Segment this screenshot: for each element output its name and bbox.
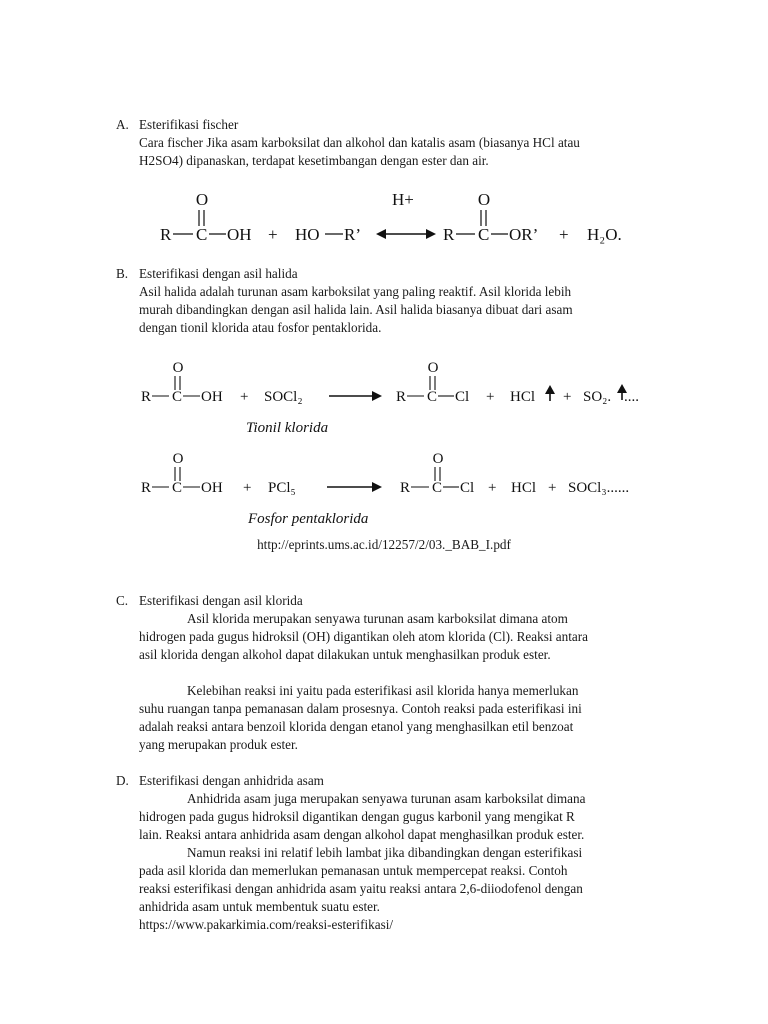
section-b-title: Esterifikasi dengan asil halida <box>139 266 298 281</box>
fischer-reaction-equation <box>0 184 768 254</box>
catalyst-label: H+ <box>392 190 414 209</box>
r2-product-r: R <box>400 480 411 496</box>
alcohol-r-prime: R’ <box>344 225 361 244</box>
r1-product-oxygen: O <box>427 360 439 376</box>
r1-reactant-r: R <box>141 389 152 405</box>
r2-product-c: C <box>432 480 443 496</box>
product-c: C <box>478 225 490 244</box>
r1-plus-2: + <box>486 389 495 405</box>
r1-reactant-oh: OH <box>201 389 223 405</box>
r1-product-r: R <box>396 389 407 405</box>
section-b-line-1: Asil halida adalah turunan asam karboksilat yang paling reaktif. Asil klorida lebih <box>139 284 572 299</box>
r2-product-cl: Cl <box>460 480 475 496</box>
product-r: R <box>443 225 455 244</box>
section-c-para1-line-2: hidrogen pada gugus hidroksil (OH) digantikan oleh atom klorida (Cl). Reaksi antara <box>139 629 588 644</box>
r1-forward-arrow-icon <box>329 391 382 401</box>
section-d-para2-line-4: anhidrida asam untuk membentuk suatu ester. <box>139 899 380 914</box>
section-c-para2-line-3: adalah reaksi antara benzoil klorida dengan etanol yang menghasilkan etil benzoat <box>139 719 574 734</box>
section-c-para1-line-3: asil klorida dengan alkohol dapat dilakukan untuk menghasilkan produk ester. <box>139 647 551 662</box>
section-d-letter: D. <box>116 773 129 788</box>
plus-sign: + <box>268 225 278 244</box>
section-c-letter: C. <box>116 593 129 608</box>
r2-plus: + <box>243 480 252 496</box>
section-c-para1-line-1: Asil klorida merupakan senyawa turunan asam karboksilat dimana atom <box>187 611 568 626</box>
section-b-line-2: murah dibandingkan dengan asil halida lain. Asil halida biasanya dibuat dari asam <box>139 302 573 317</box>
section-c-para2-line-1: Kelebihan reaksi ini yaitu pada esterifikasi asil klorida hanya memerlukan <box>187 683 579 698</box>
r2-plus-2: + <box>488 480 497 496</box>
r1-hcl: HCl <box>510 389 536 405</box>
section-c-para2-line-4: yang merupakan produk ester. <box>139 737 298 752</box>
section-b-line-3: dengan tionil klorida atau fosfor pentaklorida. <box>139 320 382 335</box>
r2-hcl: HCl <box>511 480 537 496</box>
gas-up-arrow-icon <box>545 385 555 401</box>
r1-product-c: C <box>427 389 438 405</box>
reactant-c: C <box>196 225 208 244</box>
carbonyl-oxygen-2: O <box>477 190 491 209</box>
reactant-oh: OH <box>227 225 252 244</box>
alcohol-ho: HO <box>295 225 320 244</box>
r2-reagent: PCl₅ <box>268 480 296 496</box>
r2-reactant-c: C <box>172 480 183 496</box>
r2-caption: Fosfor pentaklorida <box>248 511 369 527</box>
section-d-title: Esterifikasi dengan anhidrida asam <box>139 773 324 788</box>
section-a-title: Esterifikasi fischer <box>139 117 239 132</box>
r2-reactant-r: R <box>141 480 152 496</box>
section-c-title: Esterifikasi dengan asil klorida <box>139 593 303 608</box>
reactant-r: R <box>160 225 172 244</box>
plus-sign-2: + <box>559 225 569 244</box>
r1-carbonyl-oxygen: O <box>172 360 184 376</box>
r2-plus-3: + <box>548 480 557 496</box>
r2-socl3: SOCl₃...... <box>568 480 630 496</box>
r1-plus-3: + <box>563 389 572 405</box>
r1-reagent: SOCl₂ <box>264 389 303 405</box>
r1-caption: Tionil klorida <box>246 420 329 436</box>
equilibrium-arrow-icon <box>376 229 436 239</box>
r1-so2: SO₂. <box>583 389 612 405</box>
section-d-para1-line-3: lain. Reaksi antara anhidrida asam dengan alkohol dapat menghasilkan produk ester. <box>139 827 585 842</box>
r1-product-cl: Cl <box>455 389 470 405</box>
section-a-line-2: H2SO4) dipanaskan, terdapat kesetimbangan dengan ester dan air. <box>139 153 489 168</box>
r2-product-oxygen: O <box>432 451 444 467</box>
water: H₂O. <box>587 225 622 244</box>
r1-dots: .... <box>624 389 639 405</box>
section-d-para1-line-2: hidrogen pada gugus hidroksil digantikan dengan gugus karbonil yang mengikat R <box>139 809 575 824</box>
r1-reactant-c: C <box>172 389 183 405</box>
source-link-eprints[interactable]: http://eprints.ums.ac.id/12257/2/03._BAB_I.pdf <box>257 537 511 552</box>
section-a-line-1: Cara fischer Jika asam karboksilat dan alkohol dan katalis asam (biasanya HCl atau <box>139 135 580 150</box>
thionyl-chloride-reaction <box>0 356 768 436</box>
section-d-para2-line-2: pada asil klorida dan memerlukan pemanasan untuk mempercepat reaksi. Contoh <box>139 863 568 878</box>
r2-forward-arrow-icon <box>327 482 382 492</box>
carbonyl-oxygen-1: O <box>195 190 209 209</box>
source-link-pakarkimia[interactable]: https://www.pakarkimia.com/reaksi-esterifikasi/ <box>139 917 394 932</box>
section-d-para1-line-1: Anhidrida asam juga merupakan senyawa turunan asam karboksilat dimana <box>187 791 586 806</box>
section-d-para2-line-1: Namun reaksi ini relatif lebih lambat jika dibandingkan dengan esterifikasi <box>187 845 583 860</box>
phosphorus-pentachloride-reaction <box>0 447 768 527</box>
section-d-para2-line-3: reaksi esterifikasi dengan anhidrida asam yaitu reaksi antara 2,6-diiodofenol dengan <box>139 881 583 896</box>
r2-reactant-oh: OH <box>201 480 223 496</box>
section-b-letter: B. <box>116 266 129 281</box>
section-a-letter: A. <box>116 117 129 132</box>
section-c-para2-line-2: suhu ruangan tanpa pemanasan dalam prosesnya. Contoh reaksi pada esterifikasi ini <box>139 701 582 716</box>
r2-carbonyl-oxygen: O <box>172 451 184 467</box>
r1-plus: + <box>240 389 249 405</box>
product-or-prime: OR’ <box>509 225 539 244</box>
